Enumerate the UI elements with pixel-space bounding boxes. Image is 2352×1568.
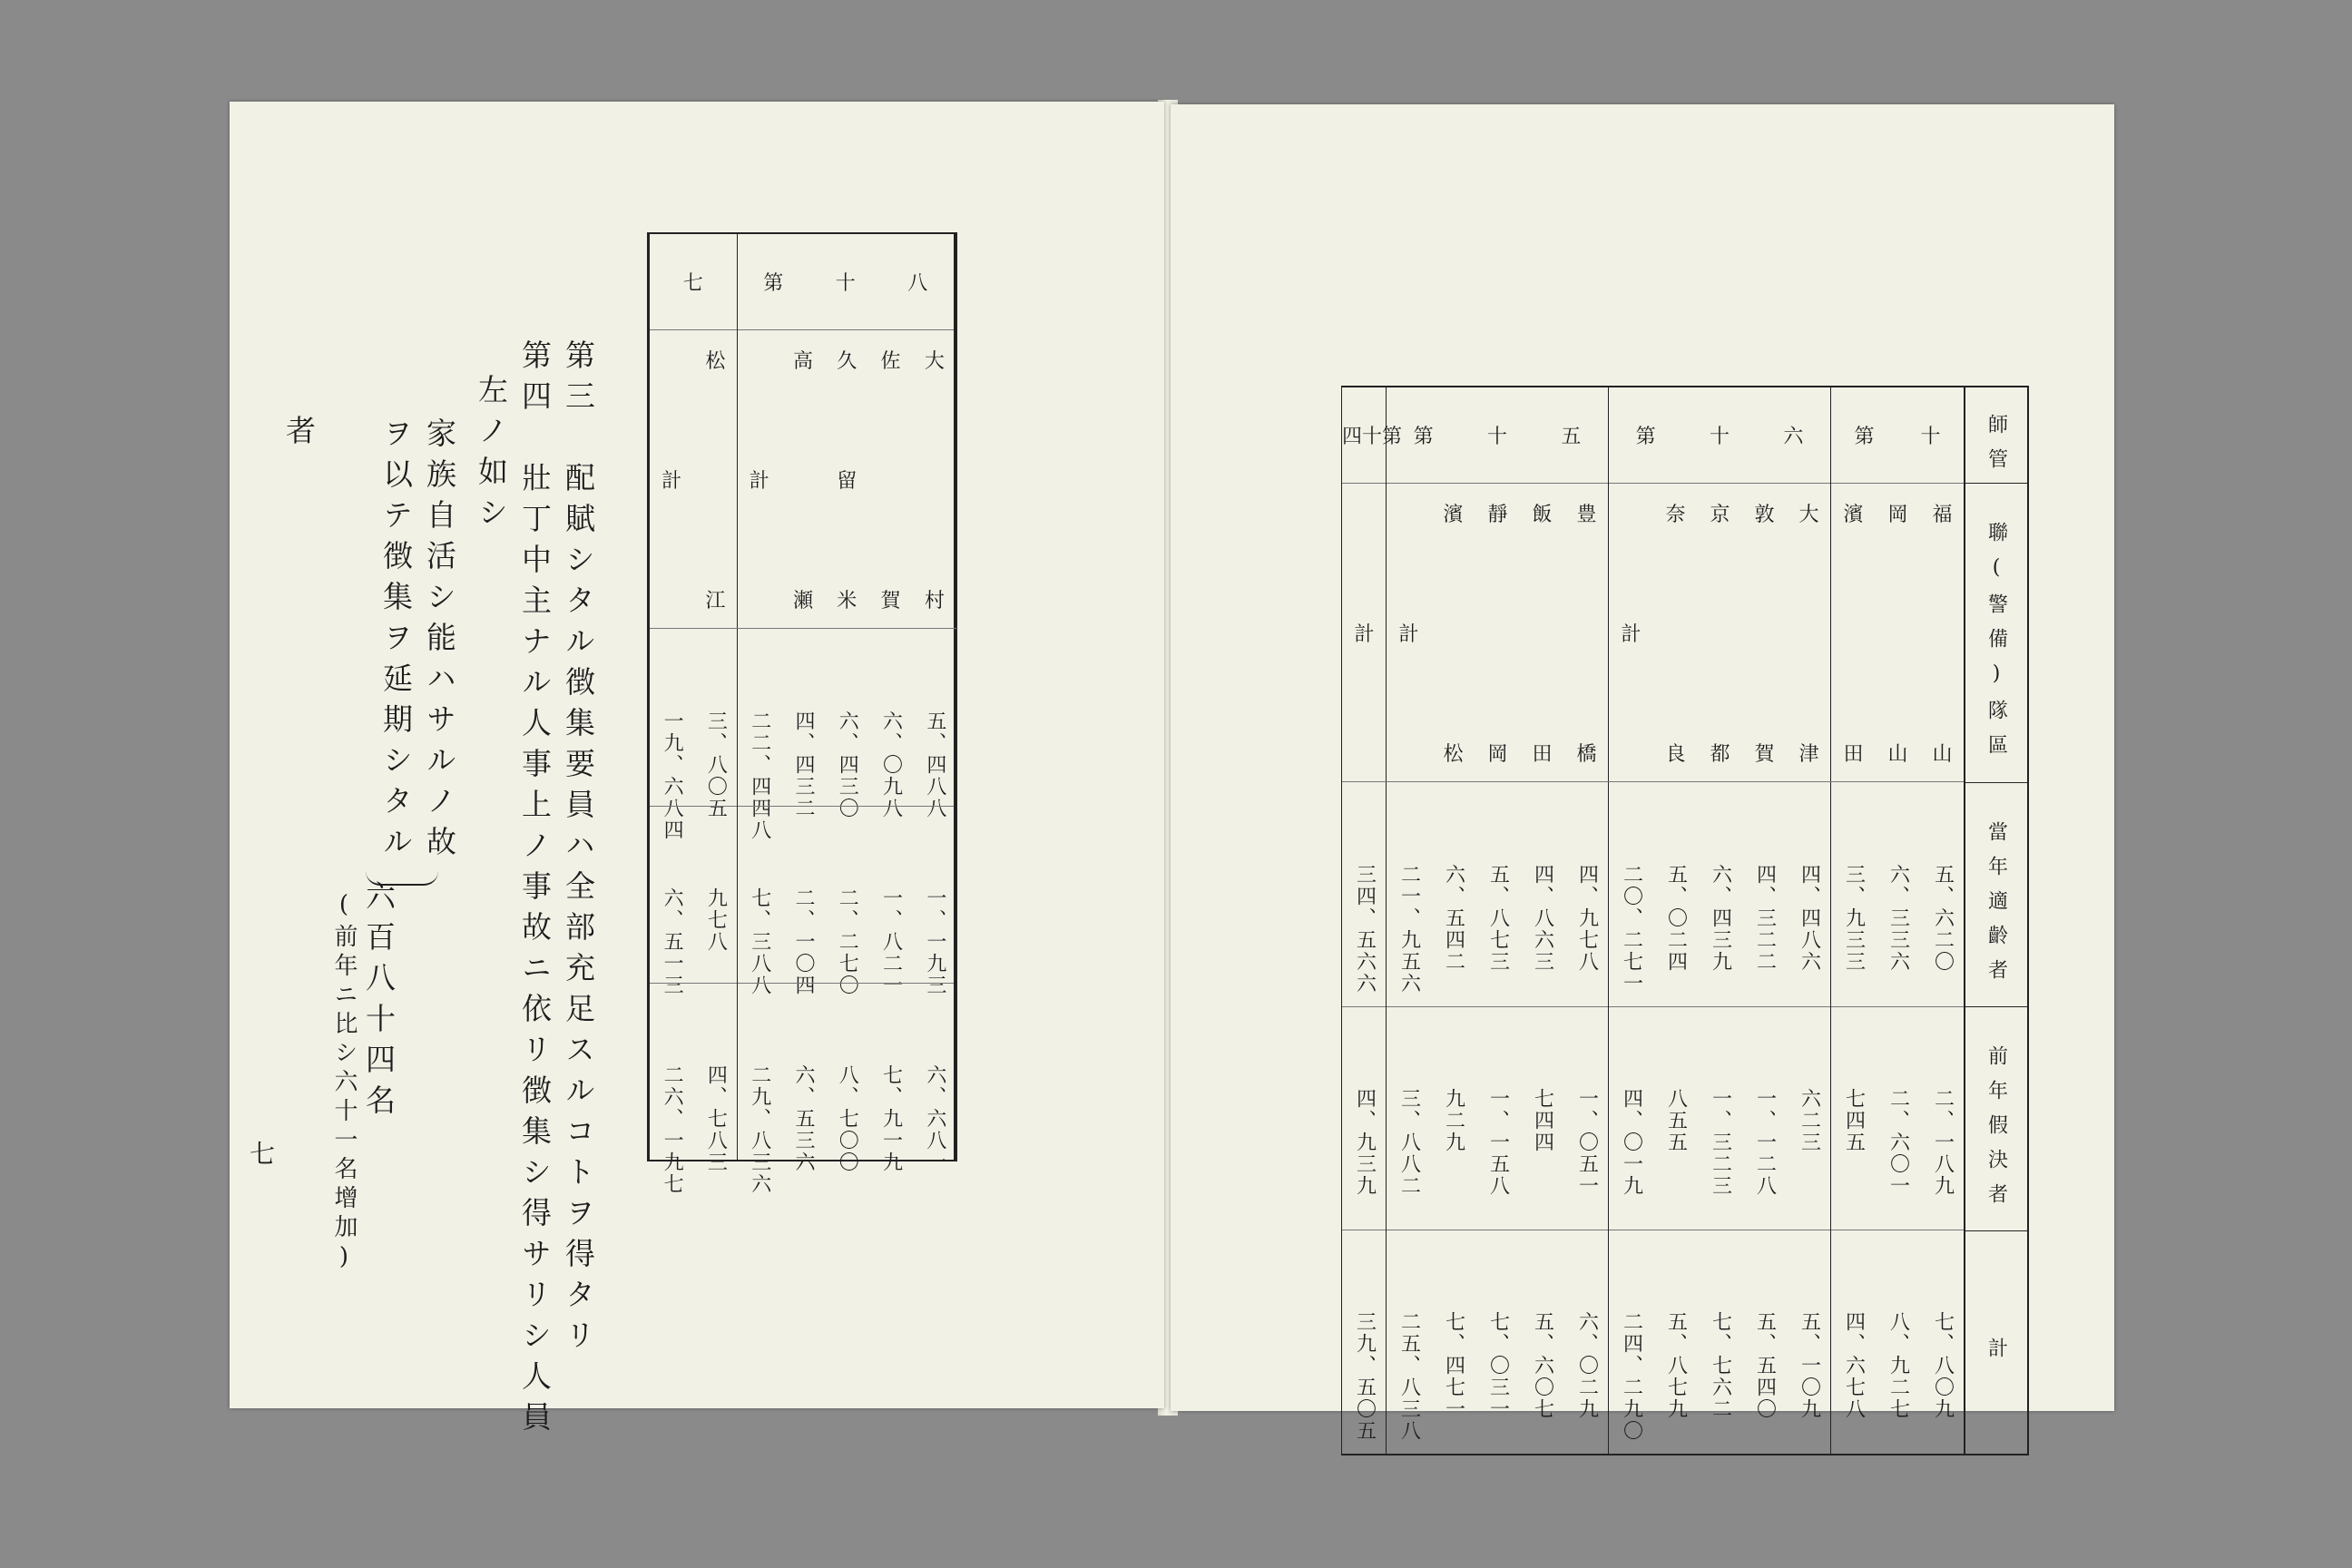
value-c: 七、七六二 <box>1709 1311 1732 1421</box>
place-name <box>738 329 781 629</box>
unit-title-char: 第 <box>1635 426 1656 448</box>
place-name-char: 奈 <box>1665 504 1686 526</box>
value-b: 四、〇一九 <box>1620 1087 1643 1197</box>
place-name-char <box>705 466 725 494</box>
place-name-char <box>750 346 769 374</box>
unit-block <box>1386 387 1608 1454</box>
place-column <box>913 329 956 1173</box>
place-column <box>1475 483 1520 1454</box>
unit-title-char: 六 <box>1783 426 1804 448</box>
header-separator <box>1965 1006 2027 1007</box>
place-name-char <box>1887 619 1907 647</box>
value-b: 二、一〇四 <box>791 887 815 996</box>
place-name-char <box>662 346 681 374</box>
place-column <box>738 329 781 1195</box>
unit-title-char: 五 <box>1561 426 1582 448</box>
unit-title <box>650 234 737 330</box>
place-column <box>1387 483 1431 1454</box>
value-b: 一、一二八 <box>1753 1087 1777 1197</box>
place-column <box>781 329 825 1173</box>
place-name <box>1831 483 1876 782</box>
place-name-char: 計 <box>1354 623 1375 646</box>
place-name-char: 濱 <box>1843 504 1864 526</box>
place-name <box>650 329 693 629</box>
value-a: 五、四八八 <box>923 710 946 819</box>
value-c: 七、四七一 <box>1442 1311 1465 1421</box>
value-c: 七、〇三一 <box>1486 1311 1510 1421</box>
place-name <box>1564 483 1609 782</box>
text-column-2: 第四 壯丁中主ナル人事上ノ事故ニ依リ徴集シ得サリシ人員 <box>517 339 553 1442</box>
place-name-char <box>1576 619 1596 647</box>
place-name-char: 敦 <box>1754 504 1775 526</box>
value-a: 二一、九五六 <box>1397 864 1421 995</box>
text-column-1: 第三 配賦シタル徴集要員ハ全部充足スルコトヲ得タリ <box>561 339 596 1360</box>
place-name-char: 岡 <box>1887 504 1908 526</box>
value-c: 二六、一九七 <box>661 1064 684 1195</box>
place-column <box>1742 483 1787 1454</box>
place-name-char: 留 <box>837 470 858 493</box>
unit-title <box>1609 387 1830 484</box>
note-text: (前年ニ比シ六十一名增加) <box>330 891 358 1276</box>
text-column-4: 家族自活シ能ハサルノ故 <box>422 417 457 867</box>
value-b: 三、八八二 <box>1397 1087 1421 1197</box>
value-b: 一、八二一 <box>879 887 903 996</box>
unit-title <box>1831 387 1964 484</box>
value-b: 一、一九三 <box>923 887 946 996</box>
header-separator <box>1965 782 2027 783</box>
place-name-char: 飯 <box>1532 504 1553 526</box>
place-name-char <box>881 466 901 494</box>
place-column <box>1431 483 1475 1454</box>
value-b: 七、三八八 <box>748 887 771 996</box>
place-name-char: 田 <box>1532 743 1553 766</box>
place-name <box>1520 483 1564 782</box>
place-name-char <box>1354 739 1374 767</box>
unit-title-char: 第 <box>763 272 784 295</box>
value-a: 二〇、二七一 <box>1620 864 1643 995</box>
place-column <box>693 329 737 1173</box>
place-name-char <box>1621 499 1641 527</box>
place-name <box>1387 483 1431 782</box>
place-name <box>913 329 956 629</box>
place-column <box>1653 483 1698 1454</box>
value-a: 四、八六三 <box>1531 864 1554 973</box>
place-name-char: 計 <box>749 470 769 493</box>
value-a: 六、三三六 <box>1886 864 1910 973</box>
place-name-char: 良 <box>1665 743 1686 766</box>
place-name-char: 大 <box>1798 504 1819 526</box>
row-separator <box>1831 1006 1964 1007</box>
value-b: 四、九三九 <box>1353 1087 1377 1197</box>
place-name <box>1609 483 1653 782</box>
left-table <box>647 232 957 1195</box>
place-name <box>825 329 868 629</box>
place-name-char: 山 <box>1887 743 1908 766</box>
unit-title-char: 十 <box>1920 426 1941 448</box>
place-name <box>1787 483 1831 782</box>
value-b: 七四四 <box>1531 1087 1554 1153</box>
value-a: 六、五四二 <box>1442 864 1465 973</box>
header-total: 計 <box>1984 1338 2008 1372</box>
unit-block <box>649 234 737 1195</box>
left-page <box>230 102 1164 1442</box>
place-name-char: 福 <box>1932 504 1953 526</box>
value-a: 三、八〇五 <box>704 710 728 819</box>
value-c: 二九、八三六 <box>748 1064 771 1195</box>
place-column <box>1698 483 1742 1454</box>
value-a: 六、四三〇 <box>836 710 859 819</box>
place-name-char: 山 <box>1932 743 1953 766</box>
place-name-char: 賀 <box>880 590 901 612</box>
place-name-char: 田 <box>1843 743 1864 766</box>
place-name <box>693 329 737 629</box>
place-name-char <box>925 466 945 494</box>
place-name-char: 久 <box>837 350 858 373</box>
value-b: 一、三二三 <box>1709 1087 1732 1197</box>
place-column <box>650 329 693 1195</box>
place-name-char: 米 <box>837 590 858 612</box>
row-separator <box>738 983 954 984</box>
place-name-char <box>793 466 813 494</box>
unit-title <box>1342 387 1403 484</box>
header-regiment: 聯(警備)隊區 <box>1984 522 2008 769</box>
header-eligible: 當年適齡者 <box>1984 820 2008 994</box>
place-name-char <box>750 585 769 613</box>
value-b: 八五五 <box>1664 1087 1688 1153</box>
unit-title-char: 四 <box>1342 426 1363 448</box>
place-name-char: 京 <box>1710 504 1730 526</box>
header-separator <box>1965 1230 2027 1231</box>
unit-title-char: 十 <box>835 272 856 295</box>
text-column-3: 左ノ如シ <box>474 374 509 537</box>
value-a: 四、四八六 <box>1798 864 1821 973</box>
place-column <box>1876 483 1920 1454</box>
value-c: 四、七八三 <box>704 1064 728 1173</box>
unit-block <box>737 234 956 1195</box>
value-a: 五、〇二四 <box>1664 864 1688 973</box>
place-name-char: 岡 <box>1487 743 1508 766</box>
place-column <box>868 329 912 1173</box>
right-table-body <box>1341 387 1964 1454</box>
value-c: 五、一〇九 <box>1798 1311 1821 1421</box>
value-b: 九七八 <box>704 887 728 953</box>
value-c: 七、八〇九 <box>1931 1311 1955 1421</box>
row-separator <box>650 983 737 984</box>
value-b: 一、〇五一 <box>1575 1087 1599 1197</box>
value-a: 四、三二二 <box>1753 864 1777 973</box>
value-b: 七四五 <box>1842 1087 1866 1153</box>
value-a: 三、九三三 <box>1842 864 1866 973</box>
value-b: 六二三 <box>1798 1087 1821 1153</box>
place-name-char <box>1398 499 1418 527</box>
place-name-char <box>1932 619 1952 647</box>
place-name-char <box>1487 619 1507 647</box>
place-name-char: 江 <box>705 590 726 612</box>
value-c: 八、九二七 <box>1886 1311 1910 1421</box>
unit-title <box>1387 387 1608 484</box>
unit-title-char: 十 <box>1709 426 1730 448</box>
place-name-char: 津 <box>1798 743 1819 766</box>
place-column <box>1920 483 1965 1454</box>
place-name-char <box>662 585 681 613</box>
place-name-char: 高 <box>792 350 813 373</box>
unit-title-char: 八 <box>907 272 928 295</box>
value-a: 五、八七三 <box>1486 864 1510 973</box>
value-c: 二四、二九〇 <box>1620 1311 1643 1443</box>
text-column-5: ヲ以テ徴集ヲ延期シタル <box>378 417 414 867</box>
header-deferred: 前年假決者 <box>1984 1044 2008 1218</box>
place-name-char: 橋 <box>1576 743 1597 766</box>
place-name-char: 瀬 <box>792 590 813 612</box>
page-number: 七 <box>250 1139 276 1169</box>
value-c: 七、九一九 <box>879 1064 903 1173</box>
value-c: 二五、八三八 <box>1397 1311 1421 1443</box>
unit-title-char: 第 <box>1382 426 1403 448</box>
place-name-char <box>1443 619 1463 647</box>
place-name-char: 松 <box>1443 743 1464 766</box>
row-separator <box>650 806 737 807</box>
value-b: 二、一八九 <box>1931 1087 1955 1197</box>
place-name-char: 佐 <box>880 350 901 373</box>
value-c: 五、八七九 <box>1664 1311 1688 1421</box>
value-a: 六、〇九八 <box>879 710 903 819</box>
place-name-char: 計 <box>662 470 682 493</box>
row-separator <box>1387 1006 1608 1007</box>
place-name-char: 計 <box>1398 623 1419 646</box>
place-name-char <box>1665 619 1685 647</box>
place-column <box>825 329 868 1173</box>
value-a: 一九、六八四 <box>661 710 684 841</box>
unit-title-char: 第 <box>1854 426 1875 448</box>
place-column <box>1787 483 1831 1454</box>
place-name-char: 村 <box>924 590 945 612</box>
place-name-char <box>1398 739 1418 767</box>
place-name-char: 豊 <box>1576 504 1597 526</box>
place-name <box>1876 483 1920 782</box>
place-name-char: 濱 <box>1443 504 1464 526</box>
header-separator <box>1965 483 2027 484</box>
row-separator <box>1342 1006 1386 1007</box>
row-separator <box>738 806 954 807</box>
place-name <box>1653 483 1698 782</box>
place-column <box>1609 483 1653 1454</box>
place-name-char <box>1798 619 1818 647</box>
value-c: 六、五三六 <box>791 1064 815 1173</box>
place-name-char: 大 <box>924 350 945 373</box>
place-column <box>1342 483 1387 1454</box>
place-name <box>1342 483 1387 782</box>
right-table <box>1341 386 2029 1455</box>
header-column <box>1964 387 2029 1454</box>
place-name <box>1431 483 1475 782</box>
unit-title <box>738 234 954 330</box>
unit-title-char: 十 <box>1486 426 1507 448</box>
text-column-6: 者 <box>281 415 317 456</box>
value-a: 四、四三二 <box>791 710 815 819</box>
place-name <box>1920 483 1965 782</box>
value-b: 二、六〇一 <box>1886 1087 1910 1197</box>
value-a: 二二、四四八 <box>748 710 771 841</box>
value-c: 三九、五〇五 <box>1353 1311 1377 1443</box>
unit-title-char: 第 <box>1413 426 1434 448</box>
place-name <box>1742 483 1787 782</box>
unit-title-char: 十 <box>1362 426 1383 448</box>
value-c: 五、六〇七 <box>1531 1311 1554 1421</box>
place-name <box>1475 483 1520 782</box>
value-c: 八、七〇〇 <box>836 1064 859 1173</box>
value-b: 九二九 <box>1442 1087 1465 1153</box>
place-name-char: 都 <box>1710 743 1730 766</box>
value-b: 一、一五八 <box>1486 1087 1510 1197</box>
place-name-char <box>1621 739 1641 767</box>
count-text: 六百八十四名 <box>361 880 397 1125</box>
place-column <box>1831 483 1876 1454</box>
value-b: 二、二七〇 <box>836 887 859 996</box>
place-column <box>1520 483 1564 1454</box>
value-c: 四、六七八 <box>1842 1311 1866 1421</box>
place-name-char <box>1354 499 1374 527</box>
header-division: 師管 <box>1984 413 2008 483</box>
unit-block <box>1608 387 1830 1454</box>
value-c: 六、六八一 <box>923 1064 946 1173</box>
value-a: 五、六二〇 <box>1931 864 1955 973</box>
place-name <box>781 329 825 629</box>
place-name-char: 賀 <box>1754 743 1775 766</box>
place-name-char <box>1843 619 1863 647</box>
place-name-char <box>1532 619 1552 647</box>
row-separator <box>1609 1006 1830 1007</box>
place-column <box>1564 483 1609 1454</box>
value-c: 六、〇二九 <box>1575 1311 1599 1421</box>
place-name-char: 靜 <box>1487 504 1508 526</box>
value-c: 五、五四〇 <box>1753 1311 1777 1421</box>
value-b: 六、五一三 <box>661 887 684 996</box>
unit-title-char: 七 <box>682 272 703 295</box>
value-a: 四、九七八 <box>1575 864 1599 973</box>
place-name <box>868 329 912 629</box>
place-name-char <box>1754 619 1774 647</box>
place-name <box>1698 483 1742 782</box>
place-name-char: 計 <box>1621 623 1642 646</box>
place-name-char <box>1710 619 1730 647</box>
unit-block <box>1341 387 1403 1454</box>
value-a: 六、四三九 <box>1709 864 1732 973</box>
unit-block <box>1830 387 1964 1454</box>
value-a: 三四、五六六 <box>1353 864 1377 995</box>
place-name-char: 松 <box>705 350 726 373</box>
right-page <box>1171 104 2114 1443</box>
